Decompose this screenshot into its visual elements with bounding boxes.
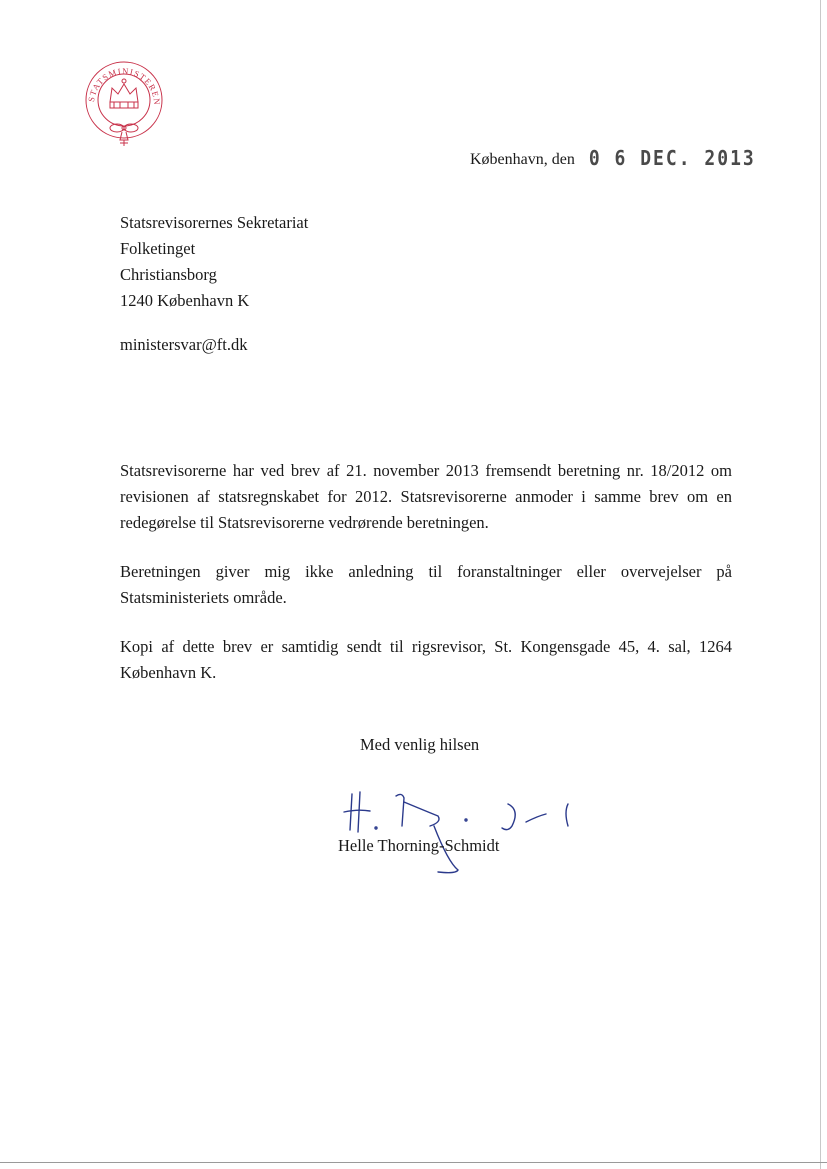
- address-line: Statsrevisorernes Sekretariat: [120, 213, 309, 232]
- body-paragraph: Beretningen giver mig ikke anledning til foranstaltninger eller overvejelser på Statsministeriets område.: [120, 562, 732, 607]
- page-edge: [820, 0, 821, 1169]
- body-paragraph: Statsrevisorerne har ved brev af 21. november 2013 fremsendt beretning nr. 18/2012 om revisionen af statsregnskabet for 2012. Statsrevisorerne anmoder i samme brev om en redegørelse til Statsrevisorerne vedrørende beretningen.: [120, 461, 732, 532]
- date-stamp: 0 6 DEC. 2013: [588, 146, 756, 171]
- handwritten-signature: [330, 782, 590, 882]
- statsministeren-seal-logo: [80, 58, 168, 150]
- address-line: Christiansborg: [120, 265, 217, 284]
- letter-body: [120, 458, 732, 709]
- address-line: 1240 København K: [120, 291, 250, 310]
- recipient-email: ministersvar@ft.dk: [120, 335, 248, 354]
- svg-text:STATSMINISTEREN: [86, 66, 162, 106]
- seal-text: STATSMINISTEREN: [86, 65, 163, 106]
- body-paragraph: Kopi af dette brev er samtidig sendt til rigsrevisor, St. Kongensgade 45, 4. sal, 1264 København K.: [120, 637, 732, 682]
- recipient-address: [120, 210, 308, 314]
- page-edge: [0, 1162, 827, 1163]
- date-prefix: København, den: [470, 151, 575, 168]
- address-line: Folketinget: [120, 239, 196, 258]
- signer-name: Helle Thorning-Schmidt: [338, 836, 500, 855]
- date-line: [470, 148, 756, 169]
- closing-greeting: Med venlig hilsen: [360, 735, 480, 754]
